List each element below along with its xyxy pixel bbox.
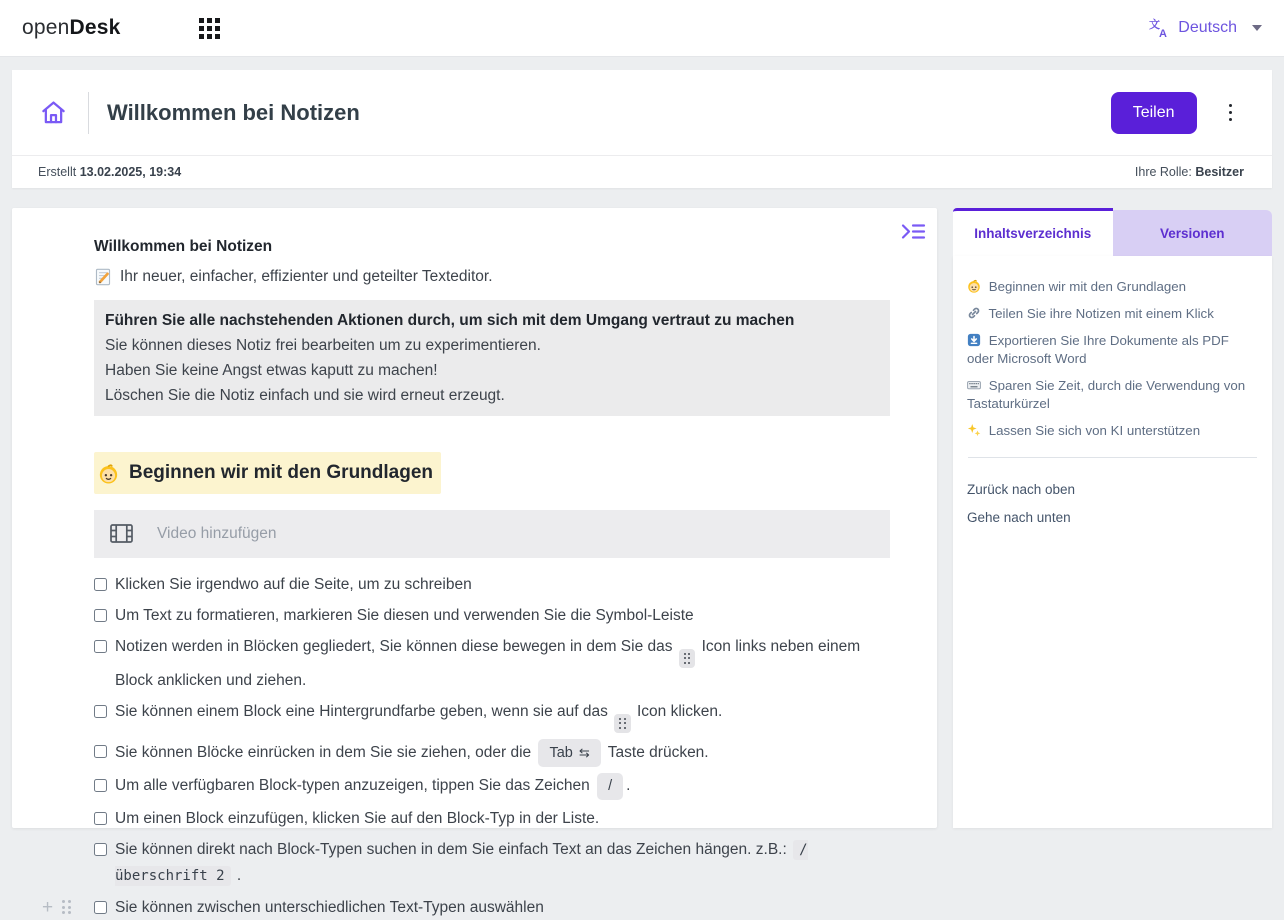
checklist-item-text: Klicken Sie irgendwo auf die Seite, um zu schreiben [115, 575, 472, 593]
checkbox[interactable] [94, 640, 107, 653]
toc-emoji-icon [967, 333, 981, 347]
top-bar [0, 0, 1284, 57]
checklist-item [94, 603, 890, 628]
section-heading [94, 452, 890, 496]
checkbox[interactable] [94, 578, 107, 591]
checkbox[interactable] [94, 901, 107, 914]
checklist-item [94, 837, 890, 889]
sidebar-tabs [953, 208, 1272, 256]
checklist-item [94, 739, 890, 767]
app-launcher-icon[interactable] [199, 18, 220, 39]
toc-link[interactable]: Lassen Sie sich von KI unterstützen [967, 422, 1258, 440]
inline-code: /überschrift 2 [115, 841, 808, 884]
keyboard-key-chip: / [597, 773, 623, 800]
drag-handle-icon[interactable] [679, 649, 696, 668]
role-info: Ihre Rolle: Besitzer [1134, 165, 1244, 179]
video-placeholder[interactable] [94, 510, 890, 558]
intro-line [94, 264, 890, 289]
back-to-top-link[interactable]: Zurück nach oben [967, 482, 1076, 497]
language-label: Deutsch [1178, 19, 1237, 36]
highlighted-heading [94, 452, 441, 494]
share-button[interactable]: Teilen [1111, 92, 1197, 134]
toc-emoji-icon [967, 279, 981, 293]
outline-toggle-icon [901, 222, 925, 241]
baby-emoji-icon [98, 463, 119, 484]
drag-handle-icon[interactable] [614, 714, 631, 733]
drag-handle-icon[interactable] [62, 900, 71, 914]
editor-card [12, 208, 937, 918]
document-header [12, 70, 1272, 156]
add-block-icon[interactable]: + [42, 896, 54, 918]
go-down-link[interactable]: Gehe nach unten [967, 510, 1071, 525]
checklist-item-text: Sie können einem Block eine Hintergrundfarbe geben, wenn sie auf das Icon klicken. [115, 699, 890, 733]
intro-text: Ihr neuer, einfacher, effizienter und geteilter Texteditor. [120, 268, 493, 285]
checklist-item-text: Um einen Block einzufügen, klicken Sie auf den Block-Typ in der Liste. [115, 809, 600, 827]
created-info: Erstellt 13.02.2025, 19:34 [38, 165, 182, 179]
checklist-item-text: Um Text zu formatieren, markieren Sie diesen und verwenden Sie die Symbol-Leiste [115, 606, 694, 624]
page-title: Willkommen bei Notizen [107, 99, 360, 125]
toc-link[interactable]: Beginnen wir mit den Grundlagen [967, 278, 1258, 296]
callout-block [94, 300, 890, 416]
section-heading-text: Beginnen wir mit den Grundlagen [129, 462, 434, 483]
logo-open: open [22, 16, 70, 39]
home-icon [40, 99, 67, 126]
outline-toggle-button[interactable] [898, 217, 928, 245]
checklist-item [94, 572, 890, 597]
film-icon [110, 524, 133, 543]
home-button[interactable] [38, 98, 68, 128]
checklist-item-text: Sie können direkt nach Block-Typen suchen in dem Sie einfach Text an das Zeichen hängen. z.B.: /überschrift 2 . [115, 840, 808, 884]
meta-bar [12, 156, 1272, 188]
checklist-item-text: Sie können zwischen unterschiedlichen Text-Typen auswählen [115, 898, 544, 916]
checklist-item [94, 699, 890, 733]
callout-line: Haben Sie keine Angst etwas kaputt zu machen! [105, 362, 438, 379]
checklist-item [94, 806, 890, 831]
checklist-item [94, 773, 890, 800]
divider [88, 92, 89, 134]
more-options-button[interactable] [1223, 98, 1239, 128]
checkbox[interactable] [94, 745, 107, 758]
checklist-item [42, 895, 890, 920]
checklist-item-text: Um alle verfügbaren Block-typen anzuzeigen, tippen Sie das Zeichen / . [115, 773, 890, 800]
logo-desk: Desk [69, 16, 121, 39]
checklist-item [94, 634, 890, 693]
callout-line: Führen Sie alle nachstehenden Aktionen durch, um sich mit dem Umgang vertraut zu machen [105, 312, 795, 329]
svg-text:文: 文 [1149, 18, 1161, 31]
divider [968, 457, 1257, 458]
toc-link[interactable]: Sparen Sie Zeit, durch die Verwendung von Tastaturkürzel [967, 378, 1246, 411]
checkbox[interactable] [94, 812, 107, 825]
opendesk-logo[interactable] [22, 16, 121, 40]
block-gutter [42, 898, 71, 917]
checklist [42, 572, 890, 920]
svg-text:A: A [1159, 28, 1168, 40]
toc-list [967, 278, 1258, 440]
keyboard-key-chip: Tab ⇆ [538, 739, 600, 767]
checkbox[interactable] [94, 843, 107, 856]
checklist-item-text: Notizen werden in Blöcken gegliedert, Sie können diese bewegen in dem Sie das Icon links neben einem Block anklicken und ziehen. [115, 637, 861, 689]
tab-inhaltsverzeichnis[interactable]: Inhaltsverzeichnis [953, 208, 1113, 256]
toc-link[interactable]: Exportieren Sie Ihre Dokumente als PDF oder Microsoft Word [967, 333, 1229, 366]
document-body[interactable] [12, 208, 937, 920]
memo-emoji-icon [94, 268, 112, 286]
callout-line: Löschen Sie die Notiz einfach und sie wird erneut erzeugt. [105, 387, 505, 404]
toc-emoji-icon [967, 306, 981, 320]
callout-line: Sie können dieses Notiz frei bearbeiten um zu experimentieren. [105, 337, 541, 354]
note-title: Willkommen bei Notizen [94, 238, 273, 255]
toc-emoji-icon [967, 423, 981, 437]
toc-panel [953, 256, 1272, 828]
right-sidebar [953, 208, 1272, 828]
translate-icon [1149, 18, 1169, 38]
checkbox[interactable] [94, 779, 107, 792]
checkbox[interactable] [94, 609, 107, 622]
checklist-item-text: Sie können Blöcke einrücken in dem Sie sie ziehen, oder die Tab ⇆ Taste drücken. [115, 739, 890, 767]
tab-versionen[interactable]: Versionen [1113, 210, 1273, 256]
chevron-down-icon [1252, 25, 1262, 31]
checkbox[interactable] [94, 705, 107, 718]
toc-emoji-icon [967, 378, 981, 392]
toc-link[interactable]: Teilen Sie ihre Notizen mit einem Klick [967, 305, 1258, 323]
video-placeholder-label: Video hinzufügen [157, 525, 277, 542]
language-selector[interactable] [1149, 18, 1262, 38]
